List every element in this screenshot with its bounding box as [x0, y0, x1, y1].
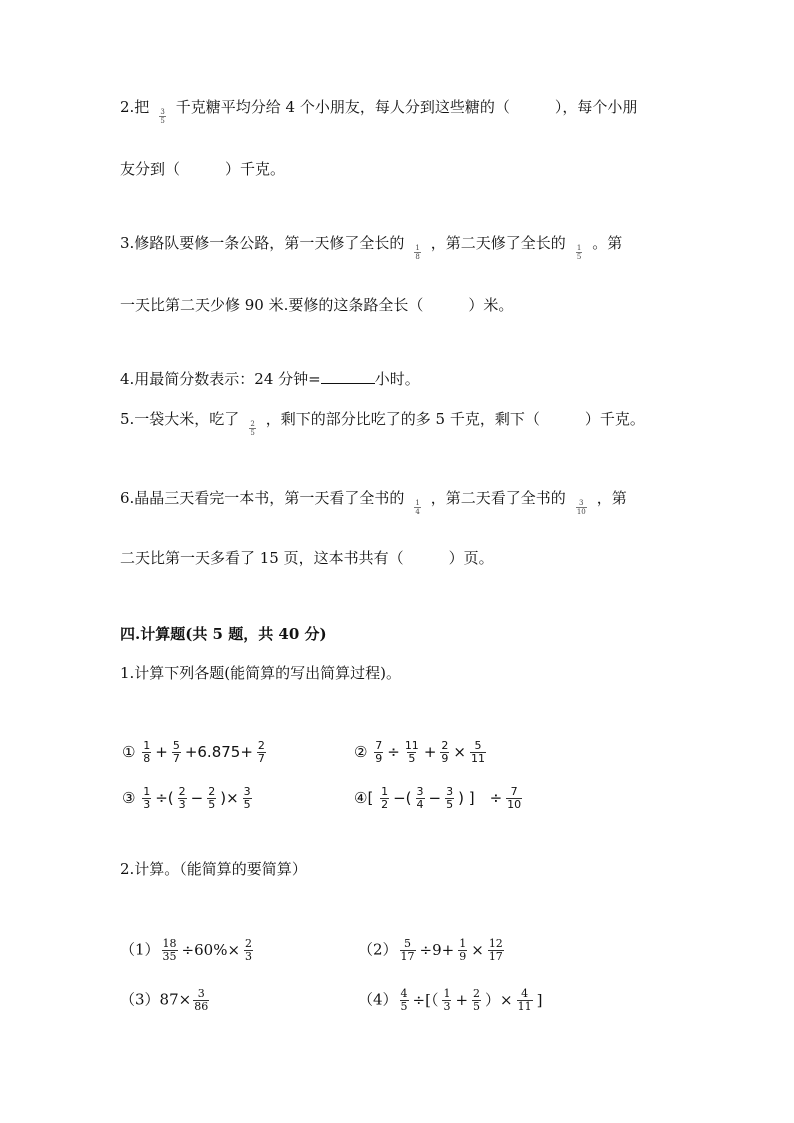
operator: ÷60%× — [181, 940, 241, 959]
text-segment: 小时。 — [374, 370, 420, 388]
text-segment: 千克糖平均分给 4 个小朋友，每人分到这些糖的（ ），每个小朋 — [175, 98, 638, 116]
text-segment: ，第 — [596, 489, 627, 507]
numerator: 7 — [510, 785, 518, 798]
calc-1 — [120, 938, 255, 963]
fraction — [244, 938, 253, 963]
numerator: 1 — [143, 785, 151, 798]
text-segment: 。第 — [592, 234, 623, 252]
denominator: 5 — [208, 798, 216, 811]
denominator: 35 — [162, 950, 177, 963]
numerator: 5 — [404, 937, 412, 950]
text-segment: ③ — [122, 789, 136, 807]
text-segment: 3.修路队要修一条公路，第一天修了全长的 — [120, 234, 405, 252]
fraction — [178, 786, 187, 811]
numerator: 4 — [400, 987, 408, 1000]
fraction-one-eighth — [414, 244, 420, 261]
fraction — [400, 938, 416, 963]
numerator: 2 — [245, 937, 253, 950]
operator: × — [453, 743, 466, 761]
question-4 — [120, 368, 420, 390]
numerator: 2 — [208, 785, 216, 798]
denominator: 3 — [143, 798, 151, 811]
numerator: 3 — [416, 785, 424, 798]
text-segment: （1） — [120, 940, 160, 959]
denominator: 5 — [160, 116, 165, 125]
denominator: 9 — [459, 950, 467, 963]
operator: + — [423, 743, 437, 761]
numerator: 1 — [381, 785, 389, 798]
numerator: 2 — [473, 987, 481, 1000]
denominator: 7 — [172, 752, 180, 765]
denominator: 2 — [381, 798, 389, 811]
expression-4 — [354, 786, 524, 811]
text-segment: 6.晶晶三天看完一本书，第一天看了全书的 — [120, 489, 405, 507]
operator: ÷ — [387, 743, 400, 761]
fraction — [400, 988, 409, 1013]
numerator: 3 — [243, 785, 251, 798]
numerator: 1 — [143, 739, 151, 752]
fraction — [517, 988, 533, 1013]
text-segment: ④[ — [354, 789, 374, 807]
numerator: 5 — [474, 739, 482, 752]
numerator: 3 — [197, 987, 205, 1000]
denominator: 8 — [143, 752, 151, 765]
denominator: 86 — [194, 1000, 209, 1013]
question-3-line-2 — [120, 294, 513, 316]
numerator: 4 — [521, 987, 529, 1000]
question-6-line-1 — [120, 487, 627, 516]
question-2-line-2 — [120, 158, 285, 180]
calc-4 — [358, 988, 544, 1013]
numerator: 5 — [172, 739, 180, 752]
denominator: 5 — [400, 1000, 408, 1013]
operator: ÷9+ — [419, 940, 455, 959]
denominator: 17 — [488, 950, 503, 963]
fraction — [380, 786, 389, 811]
problem-1-instruction: 1.计算下列各题(能简算的写出简算过程)。 — [120, 664, 402, 682]
numerator: 1 — [415, 243, 420, 252]
question-6-line-2 — [120, 547, 494, 569]
fraction — [193, 988, 209, 1013]
operator: )× — [220, 789, 239, 807]
fraction-three-fifths — [159, 108, 165, 125]
denominator: 3 — [178, 798, 186, 811]
denominator: 8 — [415, 252, 420, 261]
text-segment: 一天比第二天少修 90 米.要修的这条路全长（ ）米。 — [120, 296, 514, 314]
fraction — [488, 938, 504, 963]
numerator: 1 — [443, 987, 451, 1000]
operator: + — [455, 990, 469, 1009]
fraction-one-fourth — [414, 499, 420, 516]
operator: +6.875+ — [184, 743, 253, 761]
fraction — [442, 988, 451, 1013]
fraction — [257, 740, 266, 765]
question-3-line-1 — [120, 232, 623, 261]
denominator: 11 — [517, 1000, 532, 1013]
fraction — [243, 786, 252, 811]
text-segment: ① — [122, 743, 136, 761]
fraction — [404, 740, 420, 765]
text-segment: （3）87× — [120, 990, 192, 1009]
operator: ÷[（ — [412, 990, 439, 1009]
fraction-one-fifth — [576, 244, 582, 261]
denominator: 7 — [257, 752, 265, 765]
text-segment: 4.用最简分数表示：24 分钟= — [120, 370, 321, 388]
expression-2 — [354, 740, 488, 765]
operator: ] — [536, 990, 543, 1009]
denominator: 5 — [408, 752, 416, 765]
operator: ÷( — [155, 789, 174, 807]
text-segment: 友分到（ ）千克。 — [120, 160, 286, 178]
fraction — [440, 740, 449, 765]
fraction-three-tenths — [576, 499, 587, 516]
denominator: 11 — [470, 752, 485, 765]
text-segment: ，第二天看了全书的 — [430, 489, 566, 507]
text-segment: 5.一袋大米，吃了 — [120, 410, 240, 428]
fraction — [142, 786, 151, 811]
fraction-two-fifths — [249, 420, 255, 437]
denominator: 3 — [443, 1000, 451, 1013]
denominator: 10 — [576, 507, 586, 516]
denominator: 9 — [441, 752, 449, 765]
denominator: 9 — [375, 752, 383, 765]
question-5 — [120, 408, 645, 437]
numerator: 2 — [257, 739, 265, 752]
fraction — [172, 740, 181, 765]
fraction — [207, 786, 216, 811]
operator: ）× — [485, 990, 513, 1009]
numerator: 1 — [459, 937, 467, 950]
numerator: 3 — [579, 498, 584, 507]
answer-blank[interactable] — [321, 369, 375, 384]
denominator: 5 — [243, 798, 251, 811]
problem-2-instruction: 2.计算。（能简算的要简算） — [120, 860, 307, 878]
numerator: 1 — [576, 243, 582, 252]
fraction — [142, 740, 151, 765]
fraction — [458, 938, 467, 963]
operator: − — [428, 789, 442, 807]
numerator: 2 — [250, 419, 255, 428]
denominator: 5 — [446, 798, 454, 811]
question-2-line-1 — [120, 96, 638, 125]
text-segment: ，剩下的部分比吃了的多 5 千克，剩下（ ）千克。 — [265, 410, 645, 428]
operator: − — [190, 789, 204, 807]
numerator: 3 — [160, 107, 165, 116]
operator: −( — [393, 789, 412, 807]
text-segment: 2.把 — [120, 98, 150, 116]
denominator: 4 — [415, 507, 420, 516]
text-segment: （2） — [358, 940, 398, 959]
denominator: 17 — [400, 950, 415, 963]
operator: ) ] ÷ — [458, 789, 503, 807]
fraction — [470, 740, 486, 765]
text-segment: 二天比第一天多看了 15 页，这本书共有（ ）页。 — [120, 549, 494, 567]
numerator: 1 — [415, 498, 420, 507]
operator: × — [471, 940, 484, 959]
numerator: 2 — [441, 739, 449, 752]
denominator: 5 — [576, 252, 582, 261]
numerator: 3 — [446, 785, 454, 798]
numerator: 18 — [162, 937, 177, 950]
denominator: 3 — [245, 950, 253, 963]
operator: + — [155, 743, 168, 761]
text-segment: ，第二天修了全长的 — [430, 234, 566, 252]
fraction — [506, 786, 522, 811]
expression-1 — [122, 740, 268, 765]
numerator: 12 — [488, 937, 503, 950]
numerator: 11 — [404, 739, 419, 752]
fraction — [162, 938, 178, 963]
fraction — [472, 988, 481, 1013]
text-segment: ② — [354, 743, 368, 761]
fraction — [445, 786, 454, 811]
denominator: 4 — [416, 798, 424, 811]
numerator: 7 — [375, 739, 383, 752]
section-4-heading: 四.计算题(共 5 题，共 40 分) — [120, 625, 327, 643]
fraction — [374, 740, 383, 765]
denominator: 10 — [507, 798, 522, 811]
calc-3 — [120, 988, 211, 1013]
calc-2 — [358, 938, 506, 963]
denominator: 5 — [250, 428, 255, 437]
fraction — [416, 786, 425, 811]
expression-3 — [122, 786, 254, 811]
numerator: 2 — [178, 785, 186, 798]
denominator: 5 — [473, 1000, 481, 1013]
text-segment: （4） — [358, 990, 398, 1009]
